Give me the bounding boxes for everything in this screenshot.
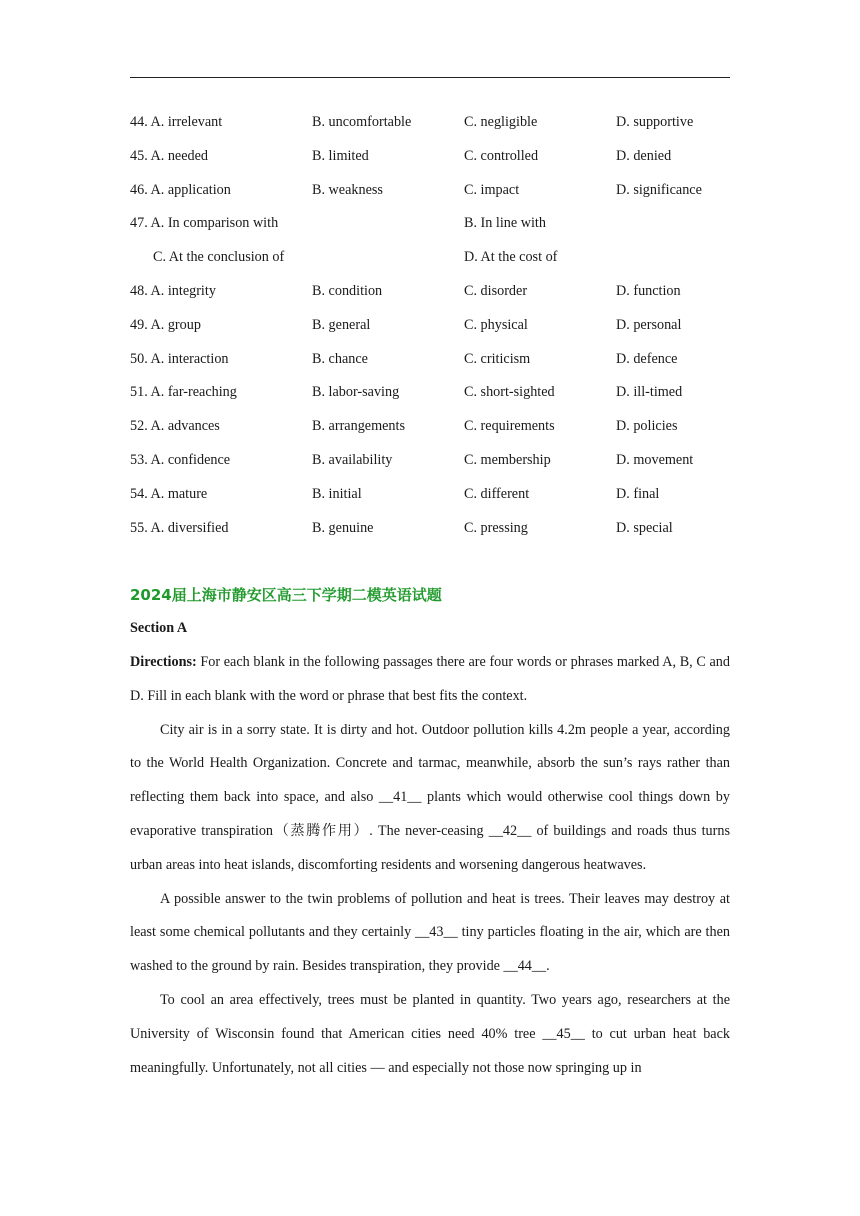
option-54-a: 54. A. mature (130, 485, 208, 502)
option-53-c: C. membership (464, 451, 551, 468)
option-row-48 (130, 279, 730, 313)
header-rule (130, 77, 730, 78)
option-45-d: D. denied (616, 147, 672, 164)
option-53-a: 53. A. confidence (130, 451, 231, 468)
option-52-c: C. requirements (464, 418, 555, 435)
option-55-c: C. pressing (464, 519, 528, 536)
option-row-54 (130, 482, 730, 516)
option-45-b: B. limited (312, 147, 369, 164)
option-44-b: B. uncomfortable (312, 114, 412, 130)
option-48-c: C. disorder (464, 282, 528, 299)
option-a-text: A. irrelevant (150, 114, 223, 130)
option-row-53 (130, 448, 730, 482)
option-row-46 (130, 178, 730, 212)
option-54-c: C. different (464, 485, 530, 502)
option-48-d: D. function (616, 282, 681, 299)
option-50-a: 50. A. interaction (130, 350, 229, 367)
option-55-b: B. genuine (312, 519, 374, 536)
directions-label: Directions: (130, 654, 197, 670)
option-46-c: C. impact (464, 181, 520, 198)
exam-title: 2024届上海市静安区高三下学期二模英语试题 (130, 586, 442, 604)
option-row-45 (130, 144, 730, 178)
question-number: 44. (130, 114, 148, 130)
paragraph-3: To cool an area effectively, trees must be planted in quantity. Two years ago, researchers at the University of Wisconsin found that American cities need 40% tree __45__ to cut urban heat back meaningfully. Unfortunately, not all cities — and especially not those now springing up in (130, 991, 730, 1076)
option-row-47-top (130, 211, 730, 245)
option-53-b: B. availability (312, 451, 393, 468)
option-55-a: 55. A. diversified (130, 519, 229, 536)
option-47-d: D. At the cost of (464, 249, 558, 266)
option-a-text: A. application (150, 181, 231, 198)
option-47-a: 47. A. In comparison with (130, 215, 279, 232)
paragraph-1: City air is in a sorry state. It is dirty and hot. Outdoor pollution kills 4.2m people a year, according to the World Health Organization. Concrete and tarmac, meanwhile, absorb the sun’s rays rather than reflecting them back into space, and also __41__ plants which would otherwise cool things down by evaporative transpiration（蒸腾作用）. The never-ceasing __42__ of buildings and roads thus turns urban areas into heat islands, discomforting residents and worsening dangerous heatwaves. (130, 721, 730, 873)
option-44-d: D. supportive (616, 114, 694, 130)
option-44-c: C. negligible (464, 114, 538, 130)
option-52-a: 52. A. advances (130, 418, 220, 435)
option-45-a (130, 148, 208, 165)
answer-options (130, 110, 730, 549)
option-row-51 (130, 380, 730, 414)
option-46-a (130, 182, 231, 199)
option-row-47-bottom (130, 245, 730, 279)
option-row-50 (130, 347, 730, 381)
option-51-d: D. ill-timed (616, 384, 683, 401)
section-heading: Section A (130, 620, 188, 636)
option-45-c: C. controlled (464, 147, 539, 164)
option-50-d: D. defence (616, 350, 678, 367)
option-48-b: B. condition (312, 282, 383, 299)
option-49-c: C. physical (464, 316, 528, 333)
option-49-b: B. general (312, 316, 371, 333)
option-46-d: D. significance (616, 181, 702, 198)
option-row-49 (130, 313, 730, 347)
question-number: 46. (130, 181, 148, 198)
option-54-d: D. final (616, 485, 660, 502)
option-53-d: D. movement (616, 451, 694, 468)
option-50-c: C. criticism (464, 350, 531, 367)
option-52-b: B. arrangements (312, 418, 405, 435)
option-51-c: C. short-sighted (464, 384, 555, 401)
option-47-b: B. In line with (464, 215, 546, 232)
passage (130, 646, 730, 1085)
option-47-c: C. At the conclusion of (153, 249, 285, 266)
option-51-b: B. labor-saving (312, 384, 400, 401)
option-51-a: 51. A. far-reaching (130, 384, 237, 401)
directions (130, 646, 730, 714)
option-row-52 (130, 414, 730, 448)
paragraph-2: A possible answer to the twin problems of pollution and heat is trees. Their leaves may destroy at least some chemical pollutants and they certainly __43__ tiny particles floating in the air, which are then washed to the ground by rain. Besides transpiration, they provide __44__. (130, 890, 730, 975)
option-52-d: D. policies (616, 418, 678, 435)
question-number: 45. (130, 147, 148, 164)
option-48-a: 48. A. integrity (130, 282, 216, 299)
option-55-d: D. special (616, 519, 673, 536)
option-44-a (130, 114, 222, 131)
option-46-b: B. weakness (312, 181, 383, 198)
option-50-b: B. chance (312, 350, 368, 367)
option-54-b: B. initial (312, 485, 362, 502)
option-row-55 (130, 516, 730, 550)
option-row-44 (130, 110, 730, 144)
directions-text: For each blank in the following passages there are four words or phrases marked A, B, C and D. Fill in each blank with the word or phrase that best fits the context. (130, 654, 730, 704)
option-a-text: A. needed (150, 147, 209, 164)
option-49-a: 49. A. group (130, 316, 201, 333)
option-49-d: D. personal (616, 316, 682, 333)
